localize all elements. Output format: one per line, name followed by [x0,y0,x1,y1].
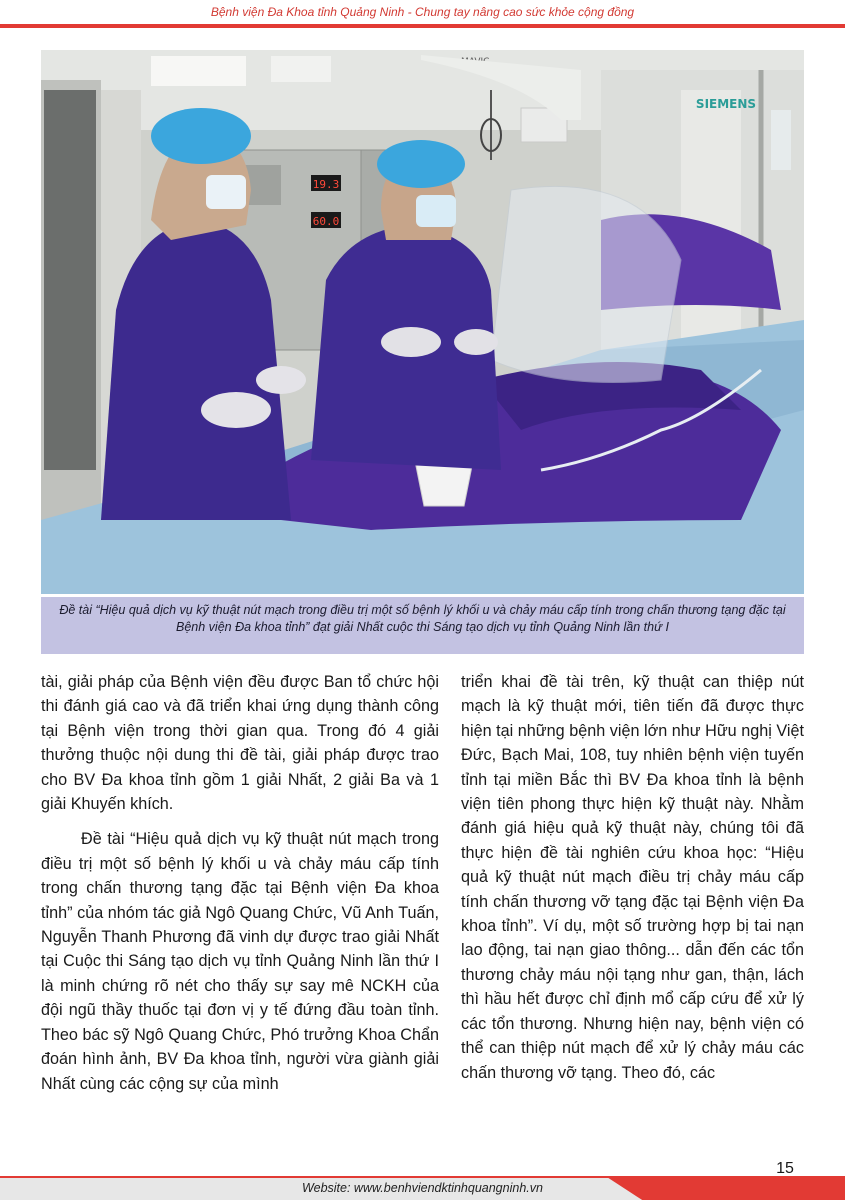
header-divider [0,24,845,28]
display-readout-2: 60.0 [312,215,340,228]
paragraph: Đề tài “Hiệu quả dịch vụ kỹ thuật nút mạch trong điều trị một số bệnh lý khối u và chảy máu cấp tính trong chấn thương tạng đặc tại Bệnh viện Đa khoa tỉnh” của nhóm tác giả Ngô Quang Chức, Vũ Anh Tuấn, Nguyễn Thanh Phương đã vinh dự được trao giải Nhất tại Cuộc thi Sáng tạo dịch vụ tỉnh Quảng Ninh lần thứ I là minh chứng rõ nét cho thấy sự say mê NCKH của đội ngũ thầy thuốc tại đơn vị y tế đứng đầu toàn tỉnh. Theo bác sỹ Ngô Quang Chức, Phó trưởng Khoa Chẩn đoán hình ảnh, BV Đa khoa tỉnh, người vừa giành giải Nhất cùng các cộng sự của mình [41,830,439,1093]
header-tagline: Bệnh viện Đa Khoa tỉnh Quảng Ninh - Chung tay nâng cao sức khỏe cộng đồng [210,5,635,19]
article-column-left [41,670,439,1096]
paragraph: triển khai đề tài trên, kỹ thuật can thiệp nút mạch là kỹ thuật mới, tiên tiến đã được thực hiện tại những bệnh viện lớn như Hữu nghị Việt Đức, Bạch Mai, 108, tuy nhiên bệnh viện tuyến tỉnh tại miền Bắc thì BV Đa khoa tỉnh là bệnh viện tiên phong thực hiện kỹ thuật này. Nhằm đánh giá hiệu quả kỹ thuật này, chúng tôi đã thực hiện đề tài nghiên cứu khoa học: “Hiệu quả kỹ thuật nút mạch điều trị chảy máu cấp tính chấn thương vỡ tạng đặc tại Bệnh viện Đa khoa tỉnh”. Ví dụ, một số trường hợp bị tai nạn lao động, tai nạn giao thông... dẫn đến các tổn thương chảy máu nội tạng như gan, thận, lách thì hầu hết được chỉ định mổ cấp cứu để xử lý các tổn thương. Nhưng hiện nay, bệnh viện có thể can thiệp nút mạch để xử lý chảy máu các chấn thương vỡ tạng. Theo đó, các [461,673,804,1082]
page-number: 15 [776,1160,794,1177]
paragraph: tài, giải pháp của Bệnh viện đều được Ban tổ chức hội thi đánh giá cao và đã triển khai ứng dụng thành công tại Bệnh viện trong thời gian qua. Trong đó 4 giải thưởng thuộc nội dung thi đề tài, giải pháp được trao cho BV Đa khoa tỉnh gồm 1 giải Nhất, 2 giải Ba và 1 giải Khuyến khích. [41,673,439,814]
footer-website: Website: www.benhviendktinhquangninh.vn [302,1181,543,1195]
display-readout-1: 19.3 [312,178,340,191]
article-photo [41,50,804,594]
article-column-right [461,670,804,1085]
equipment-brand-label: SIEMENS [695,97,757,111]
photo-caption: Đề tài “Hiệu quả dịch vụ kỹ thuật nút mạch trong điều trị một số bệnh lý khối u và chảy máu cấp tính trong chấn thương tạng đặc tại Bệnh viện Đa khoa tỉnh” đạt giải Nhất cuộc thi Sáng tạo dịch vụ tỉnh Quảng Ninh lần thứ I [41,597,804,654]
